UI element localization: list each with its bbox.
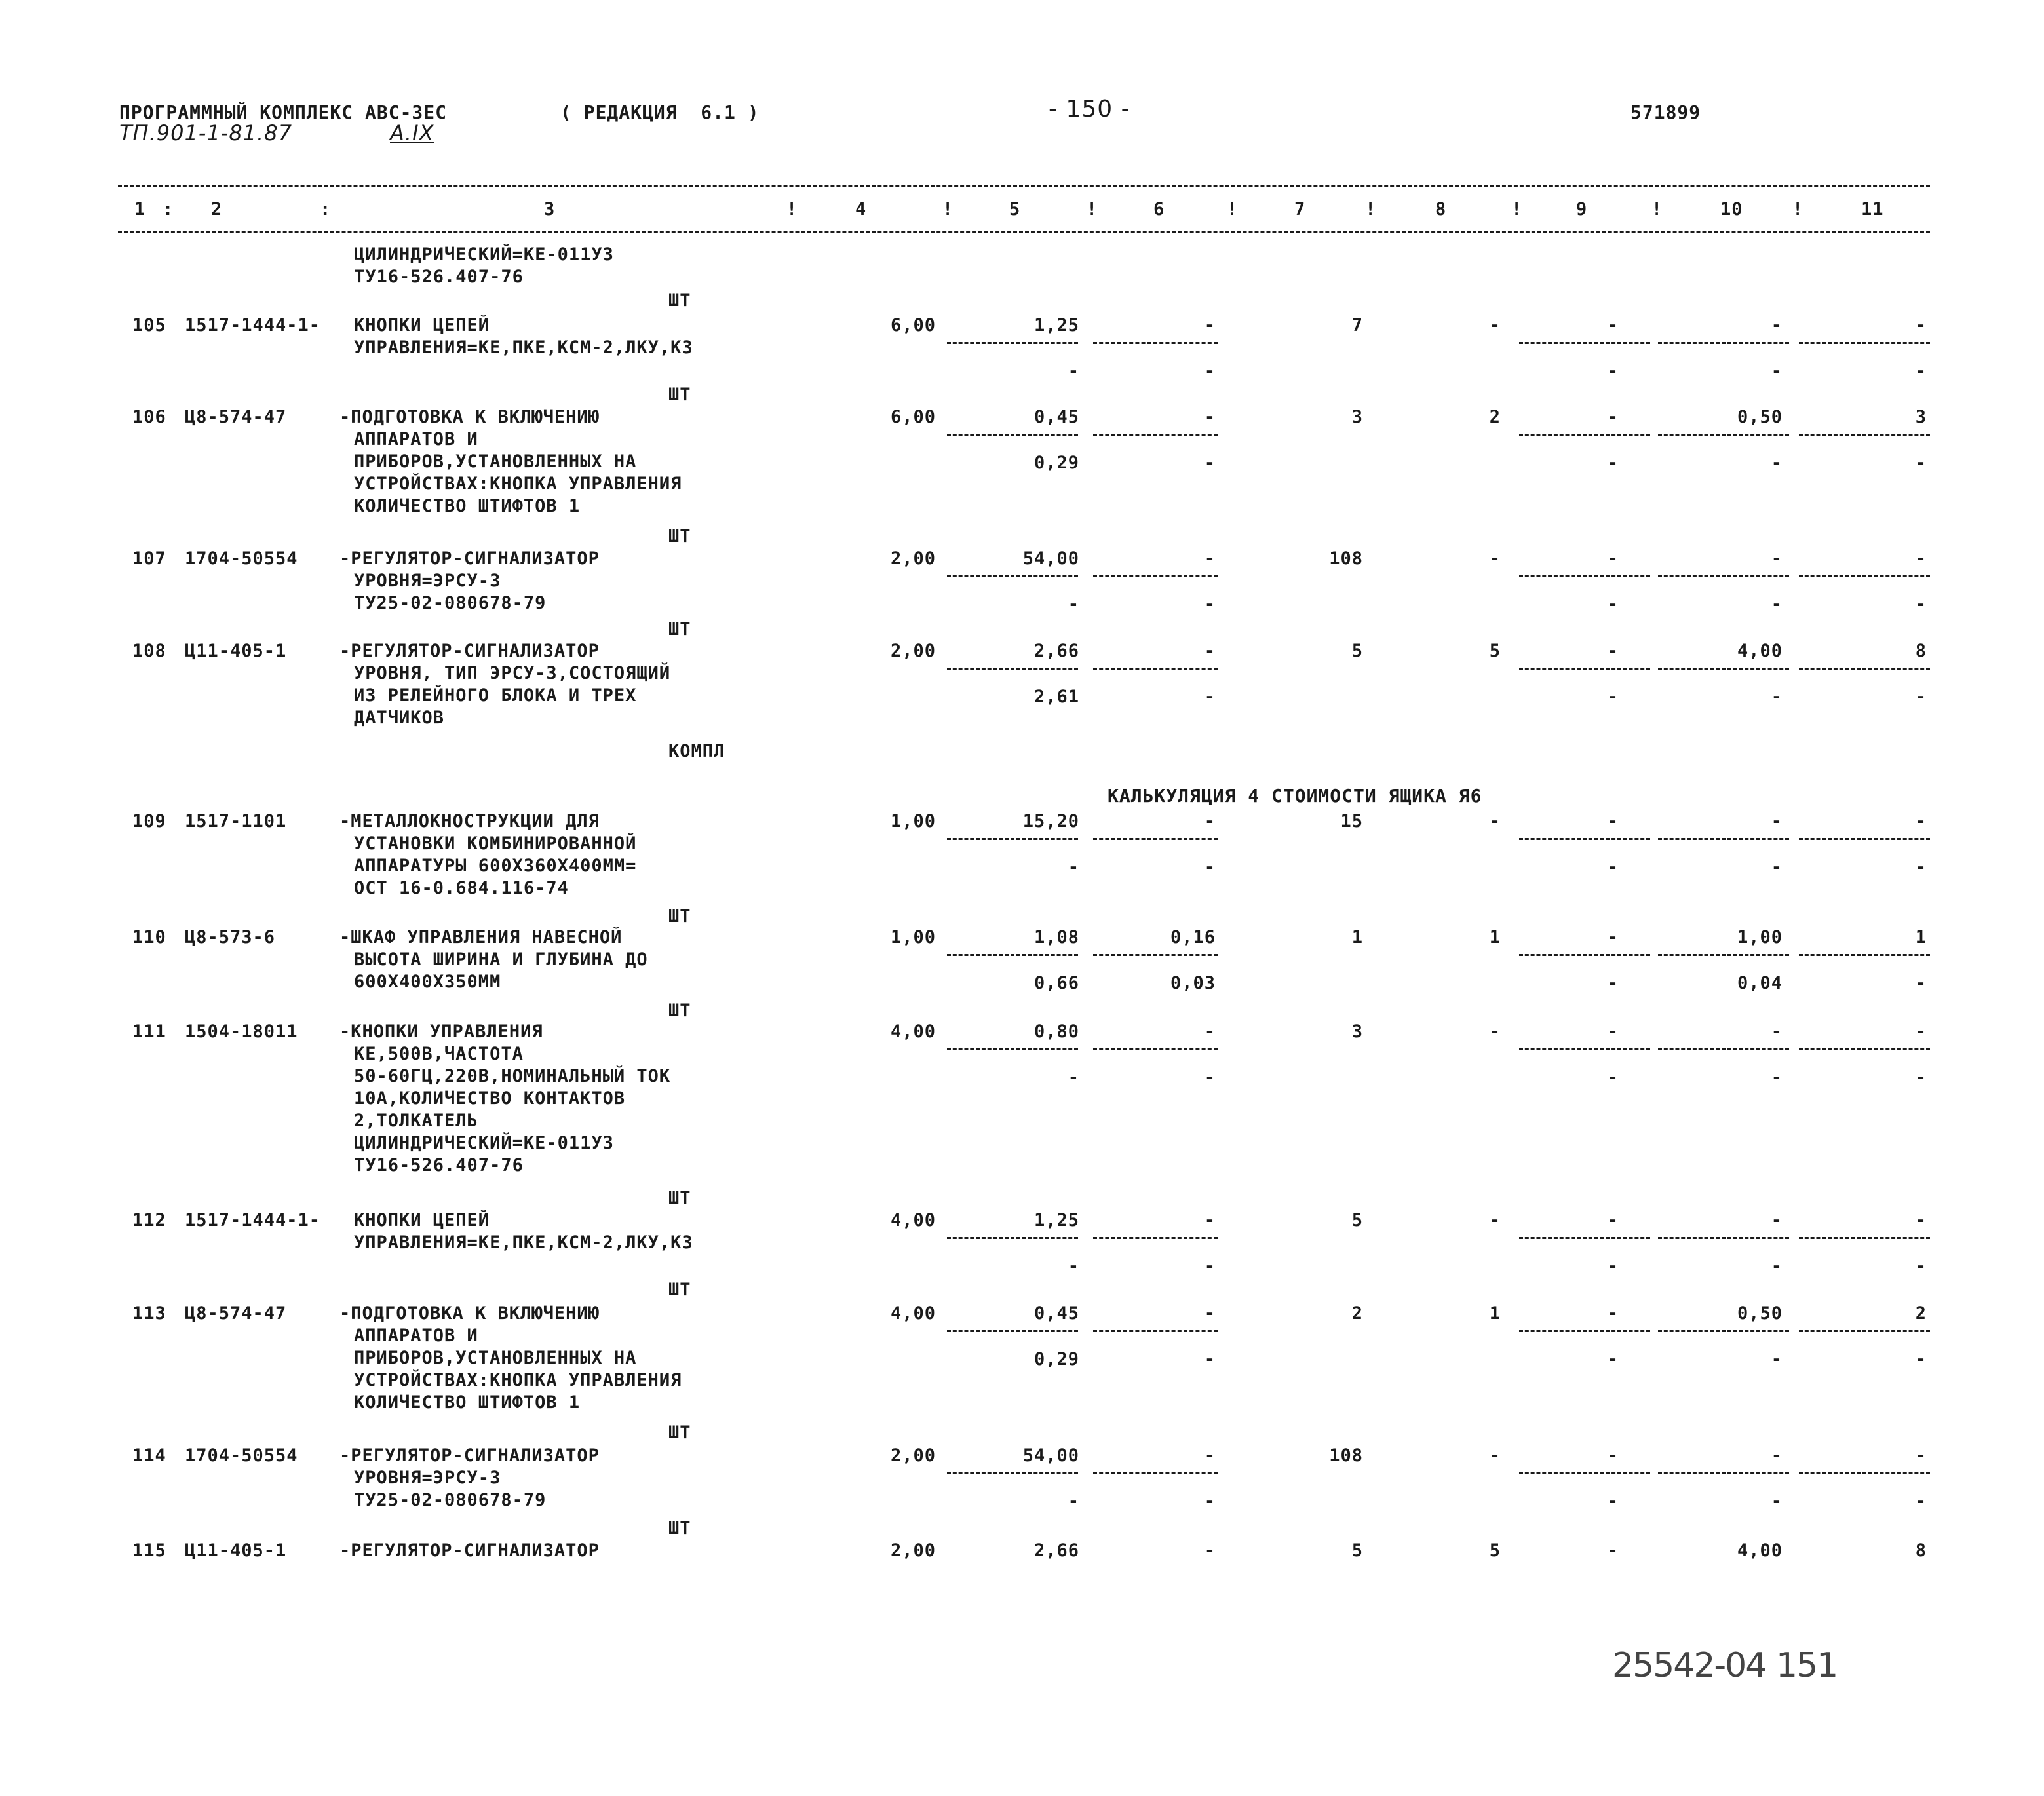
row-description-line: КОЛИЧЕСТВО ШТИФТОВ 1 <box>354 1392 581 1413</box>
cell-col5-bottom: 2,61 <box>1033 687 1079 707</box>
column-divider: ! <box>786 199 798 220</box>
cell-col8: 2 <box>1489 407 1501 427</box>
fraction-rule-col6 <box>1093 1048 1218 1050</box>
fraction-rule-col11 <box>1799 668 1930 670</box>
row-unit: ШТ <box>668 1001 691 1021</box>
cell-col8: 5 <box>1489 641 1501 661</box>
cell-col11-bottom: - <box>1915 687 1927 707</box>
fraction-rule-col5 <box>947 668 1078 670</box>
cell-col6-top: - <box>1204 811 1216 831</box>
cell-col5-bottom: 0,66 <box>1033 973 1079 993</box>
cell-col6-top: - <box>1204 1022 1216 1042</box>
column-divider: : <box>320 199 332 220</box>
cell-col6-bottom: - <box>1204 1491 1216 1512</box>
row-description-line: АППАРАТУРЫ 600Х360Х400ММ= <box>354 856 637 876</box>
cell-col4: 2,00 <box>890 1540 936 1561</box>
row-number: 114 <box>132 1445 166 1466</box>
cell-col6-top: - <box>1204 1445 1216 1466</box>
row-unit: ШТ <box>668 906 691 927</box>
cell-col5-top: 0,80 <box>1033 1022 1079 1042</box>
row-description-line: ПРИБОРОВ,УСТАНОВЛЕННЫХ НА <box>354 451 637 472</box>
fraction-rule-col10 <box>1658 1237 1789 1239</box>
row-code: 1517-1101 <box>185 811 287 831</box>
cell-col10-bottom: - <box>1771 453 1783 473</box>
cell-col7: 5 <box>1351 1210 1363 1231</box>
cell-col5-top: 1,08 <box>1033 927 1079 947</box>
cell-col9-bottom: - <box>1607 857 1619 877</box>
cell-col10-bottom: - <box>1771 1256 1783 1276</box>
fraction-rule-col6 <box>1093 954 1218 956</box>
cell-col5-bottom: - <box>1068 594 1079 615</box>
cell-col7: 3 <box>1351 407 1363 427</box>
cell-col9-bottom: - <box>1607 594 1619 615</box>
row-description-line: УРОВНЯ=ЭРСУ-3 <box>354 1468 501 1488</box>
row-code: 1704-50554 <box>185 548 298 569</box>
cell-col10-bottom: - <box>1771 1491 1783 1512</box>
cell-col9-top: - <box>1607 407 1619 427</box>
row-description-line: -МЕТАЛЛОКНОСТРУКЦИИ ДЛЯ <box>339 811 600 831</box>
cell-col11-top: 2 <box>1915 1303 1927 1324</box>
row-description-line: УПРАВЛЕНИЯ=КЕ,ПКЕ,КСМ-2,ЛКУ,КЗ <box>354 1232 693 1253</box>
row-description-line: ВЫСОТА ШИРИНА И ГЛУБИНА ДО <box>354 949 648 970</box>
fraction-rule-col11 <box>1799 838 1930 840</box>
cell-col11-bottom: - <box>1915 973 1927 993</box>
fraction-rule-col11 <box>1799 1237 1930 1239</box>
cell-col8: - <box>1489 1022 1501 1042</box>
cell-col7: 5 <box>1351 641 1363 661</box>
cell-col4: 4,00 <box>890 1303 936 1324</box>
cell-col5-top: 54,00 <box>1022 1445 1079 1466</box>
fraction-rule-col11 <box>1799 434 1930 436</box>
row-code: Ц11-405-1 <box>185 641 287 661</box>
cell-col10-bottom: - <box>1771 857 1783 877</box>
cell-col7: 1 <box>1351 927 1363 947</box>
doc-code: 571899 <box>1630 102 1701 123</box>
cell-col8: - <box>1489 1210 1501 1231</box>
cell-col4: 1,00 <box>890 811 936 831</box>
row-description-line: КНОПКИ ЦЕПЕЙ <box>354 315 490 335</box>
column-header-11: 11 <box>1861 199 1884 220</box>
cell-col10-bottom: 0,04 <box>1737 973 1783 993</box>
column-header-3: 3 <box>544 199 556 220</box>
cell-col5-bottom: 0,29 <box>1033 1349 1079 1369</box>
row-code: Ц11-405-1 <box>185 1540 287 1561</box>
row-description-line: -РЕГУЛЯТОР-СИГНАЛИЗАТОР <box>339 641 600 661</box>
cell-col9-top: - <box>1607 641 1619 661</box>
cell-col6-bottom: - <box>1204 1067 1216 1088</box>
fraction-rule-col10 <box>1658 1472 1789 1474</box>
fraction-rule-col9 <box>1519 1048 1650 1050</box>
fraction-rule-col9 <box>1519 1472 1650 1474</box>
cell-col11-bottom: - <box>1915 1067 1927 1088</box>
fraction-rule-col10 <box>1658 342 1789 344</box>
cell-col10-bottom: - <box>1771 594 1783 615</box>
cell-col4: 2,00 <box>890 641 936 661</box>
cell-col5-bottom: - <box>1068 1491 1079 1512</box>
cell-col9-bottom: - <box>1607 361 1619 381</box>
row-description-line: 600Х400Х350ММ <box>354 972 501 992</box>
row-description-line: -КНОПКИ УПРАВЛЕНИЯ <box>339 1022 543 1042</box>
cell-col6-top: - <box>1204 548 1216 569</box>
cell-col8: - <box>1489 315 1501 335</box>
cell-col10-top: - <box>1771 1445 1783 1466</box>
cell-col10-bottom: - <box>1771 1067 1783 1088</box>
column-divider: ! <box>1227 199 1239 220</box>
column-header-8: 8 <box>1435 199 1447 220</box>
cell-col6-bottom: - <box>1204 1256 1216 1276</box>
row-description-line: КЕ,500В,ЧАСТОТА <box>354 1044 524 1064</box>
row-unit: ШТ <box>668 1280 691 1300</box>
row-description-line: АППАРАТОВ И <box>354 429 478 449</box>
row-code: Ц8-573-6 <box>185 927 276 947</box>
cell-col5-bottom: - <box>1068 1067 1079 1088</box>
row-description-line: ИЗ РЕЛЕЙНОГО БЛОКА И ТРЕХ <box>354 685 637 706</box>
row-description-line: ОСТ 16-0.684.116-74 <box>354 878 569 898</box>
edition-label: ( РЕДАКЦИЯ 6.1 ) <box>560 102 760 123</box>
prelude-unit: ШТ <box>668 290 691 311</box>
row-code: 1704-50554 <box>185 1445 298 1466</box>
cell-col7: 15 <box>1340 811 1363 831</box>
row-number: 110 <box>132 927 166 947</box>
fraction-rule-col10 <box>1658 1330 1789 1332</box>
fraction-rule-col10 <box>1658 668 1789 670</box>
fraction-rule-col10 <box>1658 838 1789 840</box>
row-number: 112 <box>132 1210 166 1231</box>
row-description-line: УРОВНЯ, ТИП ЭРСУ-3,СОСТОЯЩИЙ <box>354 663 671 683</box>
cell-col6-top: - <box>1204 407 1216 427</box>
row-description-line: ТУ25-02-080678-79 <box>354 593 547 613</box>
section-title: КАЛЬКУЛЯЦИЯ 4 СТОИМОСТИ ЯЩИКА Я6 <box>1108 785 1482 807</box>
fraction-rule-col11 <box>1799 575 1930 577</box>
row-code: 1504-18011 <box>185 1022 298 1042</box>
row-unit: ШТ <box>668 1518 691 1538</box>
cell-col4: 1,00 <box>890 927 936 947</box>
row-description-line: -ПОДГОТОВКА К ВКЛЮЧЕНИЮ <box>339 407 600 427</box>
cell-col4: 6,00 <box>890 407 936 427</box>
row-description-line: КНОПКИ ЦЕПЕЙ <box>354 1210 490 1231</box>
cell-col10-bottom: - <box>1771 1349 1783 1369</box>
fraction-rule-col10 <box>1658 434 1789 436</box>
fraction-rule-col6 <box>1093 434 1218 436</box>
cell-col6-top: - <box>1204 641 1216 661</box>
cell-col11-bottom: - <box>1915 1256 1927 1276</box>
program-title: ПРОГРАММНЫЙ КОМПЛЕКС АВС-ЗЕС <box>119 102 448 123</box>
cell-col10-bottom: - <box>1771 687 1783 707</box>
fraction-rule-col6 <box>1093 1330 1218 1332</box>
header-bottom-rule <box>118 231 1930 233</box>
cell-col7: 108 <box>1329 548 1363 569</box>
cell-col9-top: - <box>1607 1303 1619 1324</box>
row-description-line: -ПОДГОТОВКА К ВКЛЮЧЕНИЮ <box>339 1303 600 1324</box>
row-description-line: ТУ25-02-080678-79 <box>354 1490 547 1510</box>
cell-col6-bottom: - <box>1204 687 1216 707</box>
cell-col10-top: 1,00 <box>1737 927 1783 947</box>
cell-col10-top: - <box>1771 811 1783 831</box>
row-number: 109 <box>132 811 166 831</box>
cell-col4: 2,00 <box>890 548 936 569</box>
fraction-rule-col6 <box>1093 668 1218 670</box>
cell-col7: 7 <box>1351 315 1363 335</box>
cell-col9-top: - <box>1607 927 1619 947</box>
cell-col7: 108 <box>1329 1445 1363 1466</box>
prelude-desc-line: ТУ16-526.407-76 <box>354 267 524 287</box>
cell-col5-top: 2,66 <box>1033 641 1079 661</box>
fraction-rule-col5 <box>947 838 1078 840</box>
row-description-line: УРОВНЯ=ЭРСУ-3 <box>354 571 501 591</box>
cell-col8: 5 <box>1489 1540 1501 1561</box>
cell-col5-top: 0,45 <box>1033 407 1079 427</box>
fraction-rule-col9 <box>1519 668 1650 670</box>
cell-col10-top: - <box>1771 1022 1783 1042</box>
cell-col5-top: 0,45 <box>1033 1303 1079 1324</box>
cell-col9-top: - <box>1607 315 1619 335</box>
row-code: 1517-1444-1- <box>185 315 321 335</box>
row-description-line: ЦИЛИНДРИЧЕСКИЙ=КЕ-011УЗ <box>354 1133 614 1153</box>
column-header-5: 5 <box>1009 199 1021 220</box>
fraction-rule-col6 <box>1093 575 1218 577</box>
cell-col9-bottom: - <box>1607 1256 1619 1276</box>
cell-col6-top: - <box>1204 1210 1216 1231</box>
fraction-rule-col5 <box>947 434 1078 436</box>
cell-col9-top: - <box>1607 811 1619 831</box>
cell-col6-top: - <box>1204 1303 1216 1324</box>
row-description-line: КОЛИЧЕСТВО ШТИФТОВ 1 <box>354 496 581 516</box>
cell-col10-top: 4,00 <box>1737 1540 1783 1561</box>
cell-col10-top: - <box>1771 315 1783 335</box>
row-description-line: УПРАВЛЕНИЯ=КЕ,ПКЕ,КСМ-2,ЛКУ,КЗ <box>354 337 693 358</box>
row-unit: ШТ <box>668 1188 691 1208</box>
row-description-line: -РЕГУЛЯТОР-СИГНАЛИЗАТОР <box>339 548 600 569</box>
row-unit: КОМПЛ <box>668 741 725 761</box>
cell-col6-bottom: - <box>1204 594 1216 615</box>
cell-col10-bottom: - <box>1771 361 1783 381</box>
cell-col11-top: - <box>1915 315 1927 335</box>
cell-col11-bottom: - <box>1915 857 1927 877</box>
fraction-rule-col9 <box>1519 575 1650 577</box>
cell-col6-bottom: - <box>1204 453 1216 473</box>
cell-col11-top: 8 <box>1915 641 1927 661</box>
row-description-line: УСТРОЙСТВАХ:КНОПКА УПРАВЛЕНИЯ <box>354 1370 682 1390</box>
row-number: 105 <box>132 315 166 335</box>
column-divider: ! <box>1365 199 1377 220</box>
header-top-rule <box>118 185 1930 187</box>
row-description-line: -РЕГУЛЯТОР-СИГНАЛИЗАТОР <box>339 1445 600 1466</box>
row-description-line: -ШКАФ УПРАВЛЕНИЯ НАВЕСНОЙ <box>339 927 623 947</box>
cell-col11-bottom: - <box>1915 361 1927 381</box>
row-description-line: УСТАНОВКИ КОМБИНИРОВАННОЙ <box>354 833 637 854</box>
row-code: 1517-1444-1- <box>185 1210 321 1231</box>
album-label: А.IX <box>390 121 434 145</box>
cell-col7: 2 <box>1351 1303 1363 1324</box>
cell-col9-bottom: - <box>1607 1349 1619 1369</box>
column-divider: ! <box>1651 199 1663 220</box>
column-divider: : <box>163 199 174 220</box>
fraction-rule-col11 <box>1799 1472 1930 1474</box>
fraction-rule-col5 <box>947 954 1078 956</box>
archive-stamp-sheet: 151 <box>1776 1646 1838 1685</box>
cell-col11-top: - <box>1915 1210 1927 1231</box>
cell-col6-bottom: - <box>1204 1349 1216 1369</box>
row-description-line: УСТРОЙСТВАХ:КНОПКА УПРАВЛЕНИЯ <box>354 474 682 494</box>
cell-col11-top: 1 <box>1915 927 1927 947</box>
cell-col6-bottom: 0,03 <box>1170 973 1216 993</box>
fraction-rule-col5 <box>947 575 1078 577</box>
cell-col11-bottom: - <box>1915 1491 1927 1512</box>
archive-stamp-code: 25542-04 <box>1612 1646 1766 1685</box>
column-header-9: 9 <box>1576 199 1588 220</box>
cell-col4: 6,00 <box>890 315 936 335</box>
cell-col6-bottom: - <box>1204 857 1216 877</box>
cell-col4: 2,00 <box>890 1445 936 1466</box>
row-description-line: 2,ТОЛКАТЕЛЬ <box>354 1111 478 1131</box>
cell-col5-top: 2,66 <box>1033 1540 1079 1561</box>
cell-col8: - <box>1489 811 1501 831</box>
row-number: 107 <box>132 548 166 569</box>
fraction-rule-col5 <box>947 1330 1078 1332</box>
fraction-rule-col10 <box>1658 575 1789 577</box>
cell-col9-top: - <box>1607 1210 1619 1231</box>
cell-col8: - <box>1489 548 1501 569</box>
cell-col11-bottom: - <box>1915 453 1927 473</box>
cell-col6-bottom: - <box>1204 361 1216 381</box>
fraction-rule-col5 <box>947 1472 1078 1474</box>
cell-col4: 4,00 <box>890 1210 936 1231</box>
row-description-line: АППАРАТОВ И <box>354 1326 478 1346</box>
cell-col11-top: - <box>1915 1445 1927 1466</box>
row-description-line: 50-60ГЦ,220В,НОМИНАЛЬНЫЙ ТОК <box>354 1066 671 1086</box>
cell-col9-bottom: - <box>1607 453 1619 473</box>
cell-col10-top: 4,00 <box>1737 641 1783 661</box>
cell-col6-top: - <box>1204 1540 1216 1561</box>
cell-col9-top: - <box>1607 1540 1619 1561</box>
cell-col6-top: 0,16 <box>1170 927 1216 947</box>
fraction-rule-col11 <box>1799 1330 1930 1332</box>
cell-col9-bottom: - <box>1607 1067 1619 1088</box>
fraction-rule-col11 <box>1799 1048 1930 1050</box>
row-number: 113 <box>132 1303 166 1324</box>
column-header-1: 1 <box>134 199 146 220</box>
row-description-line: ДАТЧИКОВ <box>354 708 445 728</box>
fraction-rule-col9 <box>1519 434 1650 436</box>
cell-col11-top: 8 <box>1915 1540 1927 1561</box>
column-header-2: 2 <box>211 199 223 220</box>
cell-col9-top: - <box>1607 1445 1619 1466</box>
column-divider: ! <box>1087 199 1098 220</box>
fraction-rule-col6 <box>1093 1237 1218 1239</box>
column-header-10: 10 <box>1720 199 1743 220</box>
fraction-rule-col11 <box>1799 342 1930 344</box>
column-divider: ! <box>1792 199 1804 220</box>
cell-col8: - <box>1489 1445 1501 1466</box>
fraction-rule-col9 <box>1519 342 1650 344</box>
fraction-rule-col9 <box>1519 1237 1650 1239</box>
row-unit: ШТ <box>668 526 691 546</box>
fraction-rule-col6 <box>1093 838 1218 840</box>
cell-col9-top: - <box>1607 548 1619 569</box>
row-unit: ШТ <box>668 385 691 405</box>
cell-col5-bottom: 0,29 <box>1033 453 1079 473</box>
cell-col5-top: 1,25 <box>1033 315 1079 335</box>
cell-col5-top: 54,00 <box>1022 548 1079 569</box>
fraction-rule-col6 <box>1093 342 1218 344</box>
cell-col5-bottom: - <box>1068 1256 1079 1276</box>
cell-col7: 3 <box>1351 1022 1363 1042</box>
project-code: ТП.901-1-81.87 <box>119 121 292 145</box>
row-code: Ц8-574-47 <box>185 407 287 427</box>
cell-col8: 1 <box>1489 1303 1501 1324</box>
cell-col11-top: - <box>1915 811 1927 831</box>
row-description-line: 10А,КОЛИЧЕСТВО КОНТАКТОВ <box>354 1088 626 1109</box>
fraction-rule-col5 <box>947 1048 1078 1050</box>
fraction-rule-col5 <box>947 342 1078 344</box>
cell-col9-bottom: - <box>1607 973 1619 993</box>
cell-col11-bottom: - <box>1915 594 1927 615</box>
row-description-line: ПРИБОРОВ,УСТАНОВЛЕННЫХ НА <box>354 1348 637 1368</box>
fraction-rule-col9 <box>1519 838 1650 840</box>
cell-col6-top: - <box>1204 315 1216 335</box>
fraction-rule-col10 <box>1658 954 1789 956</box>
cell-col10-top: - <box>1771 548 1783 569</box>
row-unit: ШТ <box>668 619 691 640</box>
cell-col11-top: - <box>1915 1022 1927 1042</box>
row-description-line: -РЕГУЛЯТОР-СИГНАЛИЗАТОР <box>339 1540 600 1561</box>
cell-col5-bottom: - <box>1068 857 1079 877</box>
page-number: - 150 - <box>1049 96 1130 123</box>
fraction-rule-col11 <box>1799 954 1930 956</box>
row-number: 106 <box>132 407 166 427</box>
row-number: 115 <box>132 1540 166 1561</box>
fraction-rule-col9 <box>1519 1330 1650 1332</box>
column-divider: ! <box>942 199 954 220</box>
cell-col7: 5 <box>1351 1540 1363 1561</box>
column-divider: ! <box>1511 199 1523 220</box>
cell-col5-bottom: - <box>1068 361 1079 381</box>
prelude-desc-line: ЦИЛИНДРИЧЕСКИЙ=КЕ-011УЗ <box>354 244 614 265</box>
cell-col4: 4,00 <box>890 1022 936 1042</box>
cell-col9-bottom: - <box>1607 1491 1619 1512</box>
cell-col11-top: - <box>1915 548 1927 569</box>
fraction-rule-col5 <box>947 1237 1078 1239</box>
cell-col10-top: - <box>1771 1210 1783 1231</box>
column-header-4: 4 <box>855 199 867 220</box>
column-header-7: 7 <box>1294 199 1306 220</box>
row-unit: ШТ <box>668 1423 691 1443</box>
cell-col5-top: 15,20 <box>1022 811 1079 831</box>
fraction-rule-col9 <box>1519 954 1650 956</box>
row-code: Ц8-574-47 <box>185 1303 287 1324</box>
cell-col11-top: 3 <box>1915 407 1927 427</box>
cell-col10-top: 0,50 <box>1737 407 1783 427</box>
column-header-6: 6 <box>1153 199 1165 220</box>
cell-col9-bottom: - <box>1607 687 1619 707</box>
cell-col11-bottom: - <box>1915 1349 1927 1369</box>
cell-col9-top: - <box>1607 1022 1619 1042</box>
cell-col5-top: 1,25 <box>1033 1210 1079 1231</box>
cell-col10-top: 0,50 <box>1737 1303 1783 1324</box>
row-number: 111 <box>132 1022 166 1042</box>
row-number: 108 <box>132 641 166 661</box>
fraction-rule-col6 <box>1093 1472 1218 1474</box>
row-description-line: ТУ16-526.407-76 <box>354 1155 524 1175</box>
cell-col8: 1 <box>1489 927 1501 947</box>
fraction-rule-col10 <box>1658 1048 1789 1050</box>
